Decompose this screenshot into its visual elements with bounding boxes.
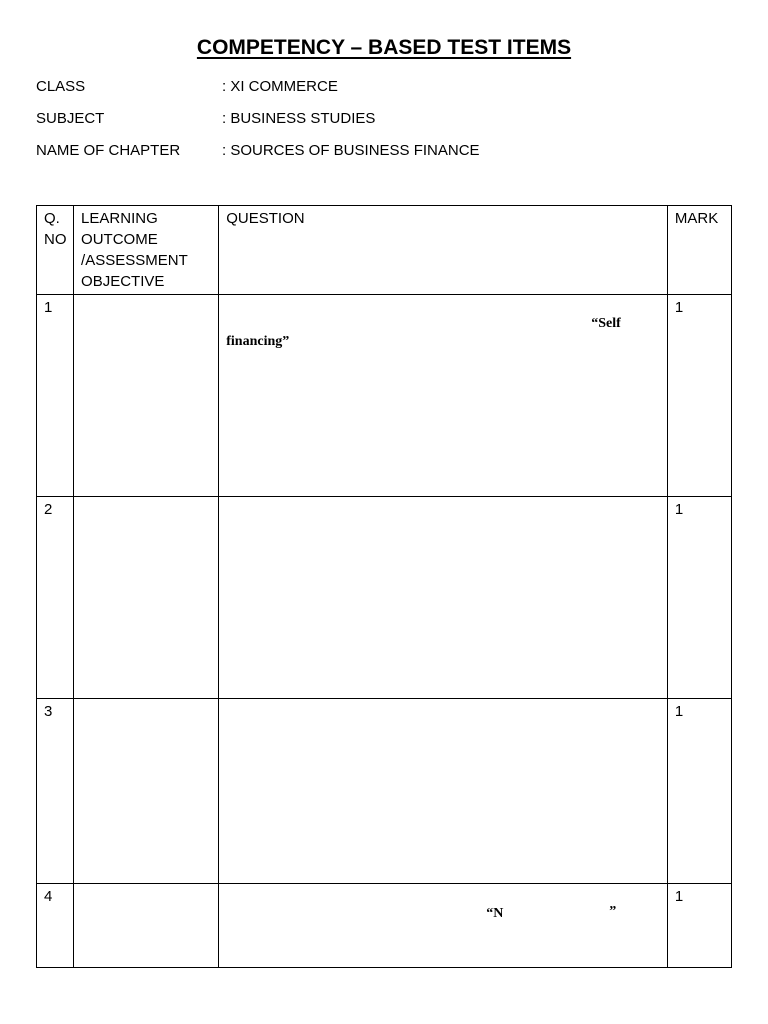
mark-cell: 1: [667, 884, 731, 968]
row-number: 1: [37, 295, 74, 497]
document-title: COMPETENCY – BASED TEST ITEMS: [196, 36, 572, 59]
question-cell: [219, 699, 668, 884]
row-number: 2: [37, 497, 74, 699]
class-label: CLASS: [36, 78, 86, 95]
question-cell: [219, 295, 668, 497]
question-fragment: ”: [609, 904, 617, 919]
table-row: [37, 295, 732, 497]
learning-outcome-cell: [74, 295, 219, 497]
header-qno-line1: Q.: [44, 210, 60, 227]
test-items-table: [36, 205, 732, 968]
learning-outcome-cell: [74, 699, 219, 884]
chapter-label: NAME OF CHAPTER: [36, 142, 181, 159]
table-row: [37, 884, 732, 968]
class-value: : XI COMMERCE: [222, 78, 338, 95]
mark-cell: 1: [667, 497, 731, 699]
question-cell: [219, 497, 668, 699]
row-number: 4: [37, 884, 74, 968]
chapter-value: : SOURCES OF BUSINESS FINANCE: [222, 142, 480, 159]
row-number: 3: [37, 699, 74, 884]
subject-value: : BUSINESS STUDIES: [222, 110, 376, 127]
table-row: [37, 699, 732, 884]
subject-label: SUBJECT: [36, 110, 105, 127]
table-row: [37, 497, 732, 699]
header-mark: MARK: [667, 206, 731, 295]
question-fragment: “N: [486, 906, 504, 921]
question-fragment: “Self: [591, 316, 621, 331]
learning-outcome-cell: [74, 884, 219, 968]
header-qno-line2: NO: [44, 231, 67, 248]
header-learning-outcome: LEARNING OUTCOME /ASSESSMENT OBJECTIVE: [74, 206, 219, 295]
header-question: QUESTION: [219, 206, 668, 295]
table-header-row: [37, 206, 732, 295]
header-qno: [37, 206, 74, 295]
mark-cell: 1: [667, 699, 731, 884]
question-fragment: financing”: [226, 334, 290, 349]
mark-cell: 1: [667, 295, 731, 497]
learning-outcome-cell: [74, 497, 219, 699]
question-cell: [219, 884, 668, 968]
